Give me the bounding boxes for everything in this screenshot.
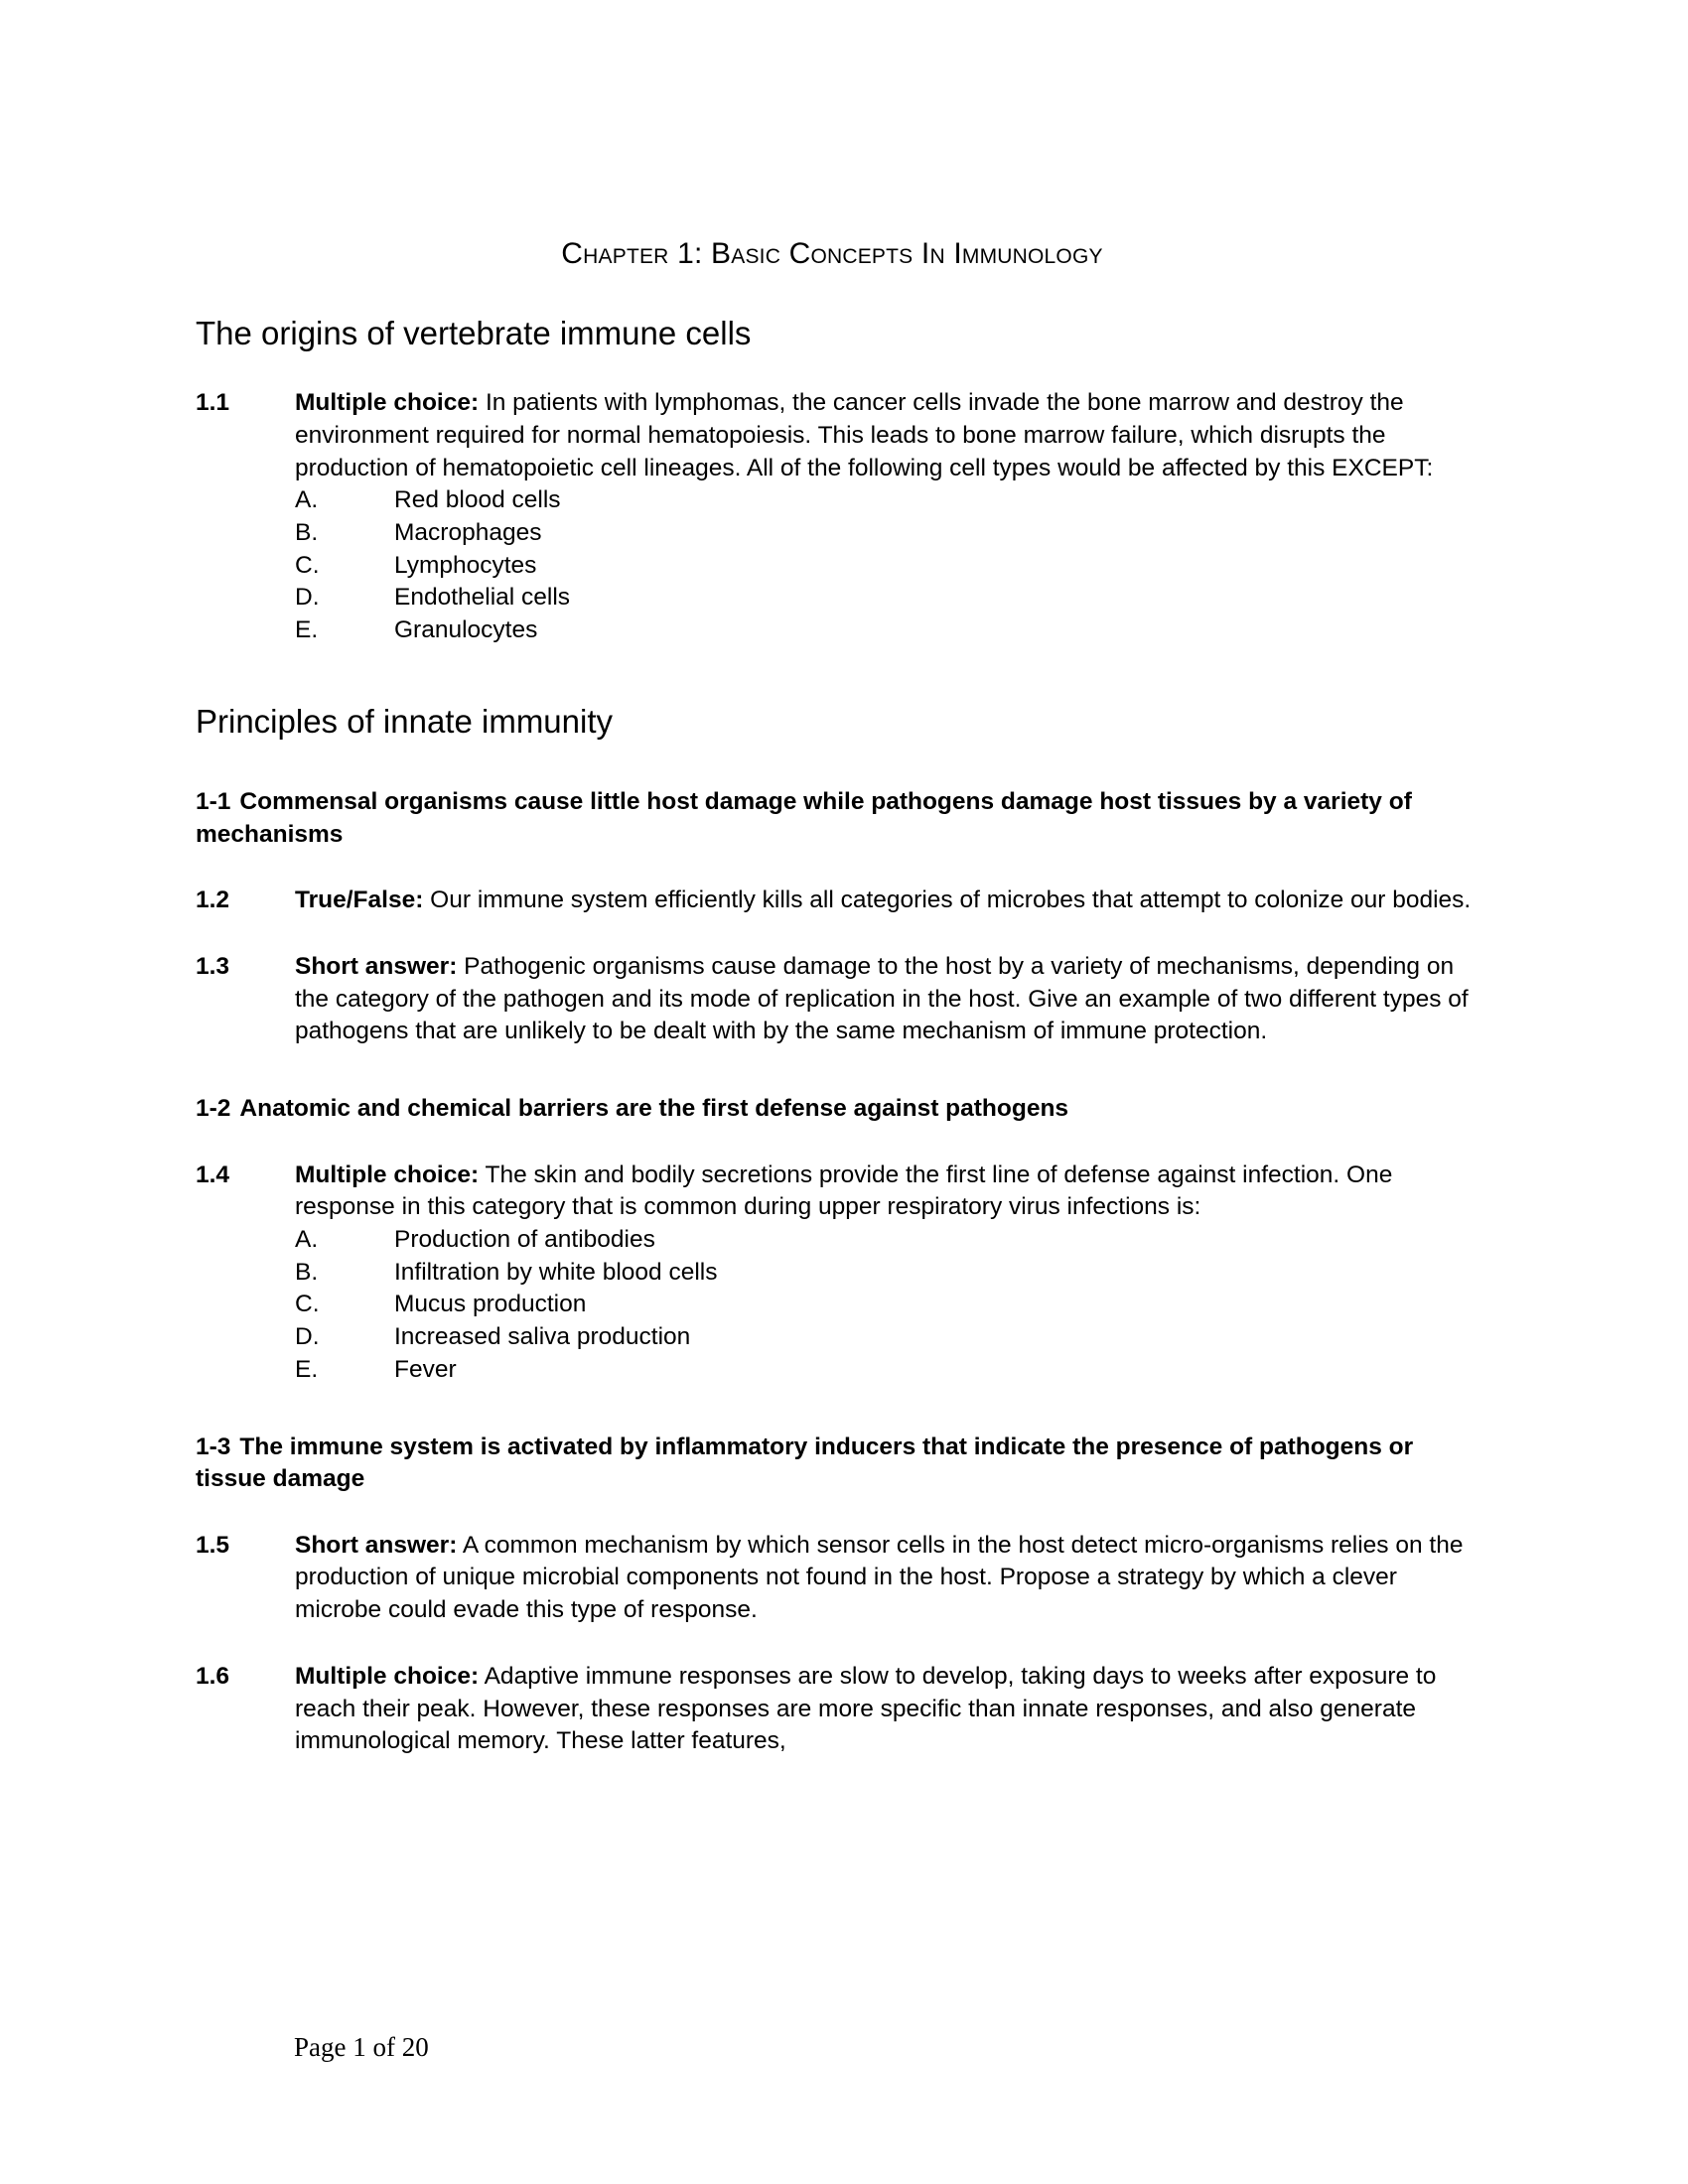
option-item[interactable]	[295, 1224, 1472, 1257]
option-item[interactable]	[295, 484, 1472, 517]
option-letter: D.	[295, 584, 320, 612]
subheading-text: Anatomic and chemical barriers are the first defense against pathogens	[239, 1095, 1069, 1123]
option-item[interactable]	[295, 1354, 1472, 1387]
option-text: Increased saliva production	[394, 1323, 691, 1351]
subheading-number: 1-2	[196, 1095, 231, 1123]
option-text: Fever	[394, 1355, 457, 1383]
question-text	[295, 951, 1472, 1048]
option-item[interactable]	[295, 582, 1472, 614]
question-prompt: Adaptive immune responses are slow to develop, taking days to weeks after exposure to reach their peak. However, these responses are more specific than innate responses, and also generate immunological memory. These latter features,	[295, 1662, 1437, 1755]
option-list	[295, 484, 1472, 647]
option-letter: A.	[295, 486, 319, 514]
question-text	[295, 387, 1472, 484]
question-prompt: The skin and bodily secretions provide the first line of defense against infection. One response in this category that is common during upper respiratory virus infections is:	[295, 1160, 1393, 1221]
subheading-text: Commensal organisms cause little host damage while pathogens damage host tissues by a variety of mechanisms	[196, 788, 1412, 848]
question-text	[295, 1160, 1472, 1224]
option-text: Macrophages	[394, 519, 542, 547]
question-number: 1.3	[196, 952, 230, 980]
option-item[interactable]	[295, 1257, 1472, 1290]
option-text: Lymphocytes	[394, 551, 537, 579]
question-type-label: Multiple choice:	[295, 389, 480, 417]
question-1-3	[196, 951, 1496, 1048]
option-text: Red blood cells	[394, 486, 561, 514]
option-letter: E.	[295, 1355, 319, 1383]
question-type-label: Multiple choice:	[295, 1160, 480, 1188]
subheading-1-2	[196, 1093, 1488, 1126]
option-letter: C.	[295, 551, 320, 579]
question-body	[295, 885, 1472, 917]
question-type-label: Multiple choice:	[295, 1662, 480, 1690]
question-type-label: Short answer:	[295, 1531, 458, 1559]
question-1-6	[196, 1661, 1496, 1758]
subheading-1-3	[196, 1432, 1488, 1496]
question-type-label: Short answer:	[295, 952, 458, 980]
page-content	[196, 236, 1496, 1758]
question-prompt: Our immune system efficiently kills all categories of microbes that attempt to colonize our bodies.	[423, 887, 1472, 914]
section-heading-principles: Principles of innate immunity	[196, 702, 614, 740]
option-item[interactable]	[295, 1289, 1472, 1321]
option-letter: B.	[295, 1258, 319, 1286]
option-letter: C.	[295, 1291, 320, 1318]
page-footer: Page 1 of 20	[294, 2032, 429, 2062]
section-heading-origins: The origins of vertebrate immune cells	[196, 315, 752, 351]
option-text: Production of antibodies	[394, 1226, 655, 1254]
question-number: 1.1	[196, 389, 230, 417]
question-prompt: Pathogenic organisms cause damage to the host by a variety of mechanisms, depending on the category of the pathogen and its mode of replication in the host. Give an example of two different types of pathogens that are unlikely to be dealt with by the same mechanism of immune protection.	[295, 952, 1469, 1045]
question-text	[295, 1661, 1472, 1758]
question-body	[295, 1530, 1472, 1627]
subheading-1-1	[196, 786, 1488, 851]
subheading-number: 1-1	[196, 788, 231, 816]
option-letter: D.	[295, 1323, 320, 1351]
option-list	[295, 1224, 1472, 1387]
option-item[interactable]	[295, 517, 1472, 550]
chapter-title: Chapter 1: Basic Concepts In Immunology	[561, 237, 1103, 270]
question-body	[295, 951, 1472, 1048]
question-number: 1.5	[196, 1531, 230, 1559]
question-type-label: True/False:	[295, 887, 424, 914]
question-body	[295, 1661, 1472, 1758]
question-prompt: A common mechanism by which sensor cells in the host detect micro-organisms relies on the production of unique microbial components not found in the host. Propose a strategy by which a clever microbe could evade this type of response.	[295, 1531, 1464, 1624]
option-item[interactable]	[295, 1321, 1472, 1354]
option-text: Endothelial cells	[394, 584, 571, 612]
question-1-5	[196, 1530, 1496, 1627]
option-text: Infiltration by white blood cells	[394, 1258, 718, 1286]
question-1-2	[196, 885, 1496, 917]
question-text	[295, 885, 1472, 917]
question-number: 1.2	[196, 887, 230, 914]
option-text: Mucus production	[394, 1291, 587, 1318]
question-prompt: In patients with lymphomas, the cancer cells invade the bone marrow and destroy the environment required for normal hematopoiesis. This leads to bone marrow failure, which disrupts the production of hematopoietic cell lineages. All of the following cell types would be affected by this EXCEPT:	[295, 389, 1434, 481]
question-number: 1.6	[196, 1662, 230, 1690]
option-letter: B.	[295, 519, 319, 547]
option-letter: E.	[295, 616, 319, 644]
option-item[interactable]	[295, 614, 1472, 647]
question-number: 1.4	[196, 1160, 230, 1188]
subheading-number: 1-3	[196, 1433, 231, 1460]
option-letter: A.	[295, 1226, 319, 1254]
option-text: Granulocytes	[394, 616, 538, 644]
question-text	[295, 1530, 1472, 1627]
question-body	[295, 387, 1472, 647]
option-item[interactable]	[295, 550, 1472, 583]
subheading-text: The immune system is activated by inflammatory inducers that indicate the presence of pathogens or tissue damage	[196, 1433, 1414, 1493]
question-body	[295, 1160, 1472, 1387]
question-1-4	[196, 1160, 1496, 1387]
question-1-1	[196, 387, 1496, 647]
